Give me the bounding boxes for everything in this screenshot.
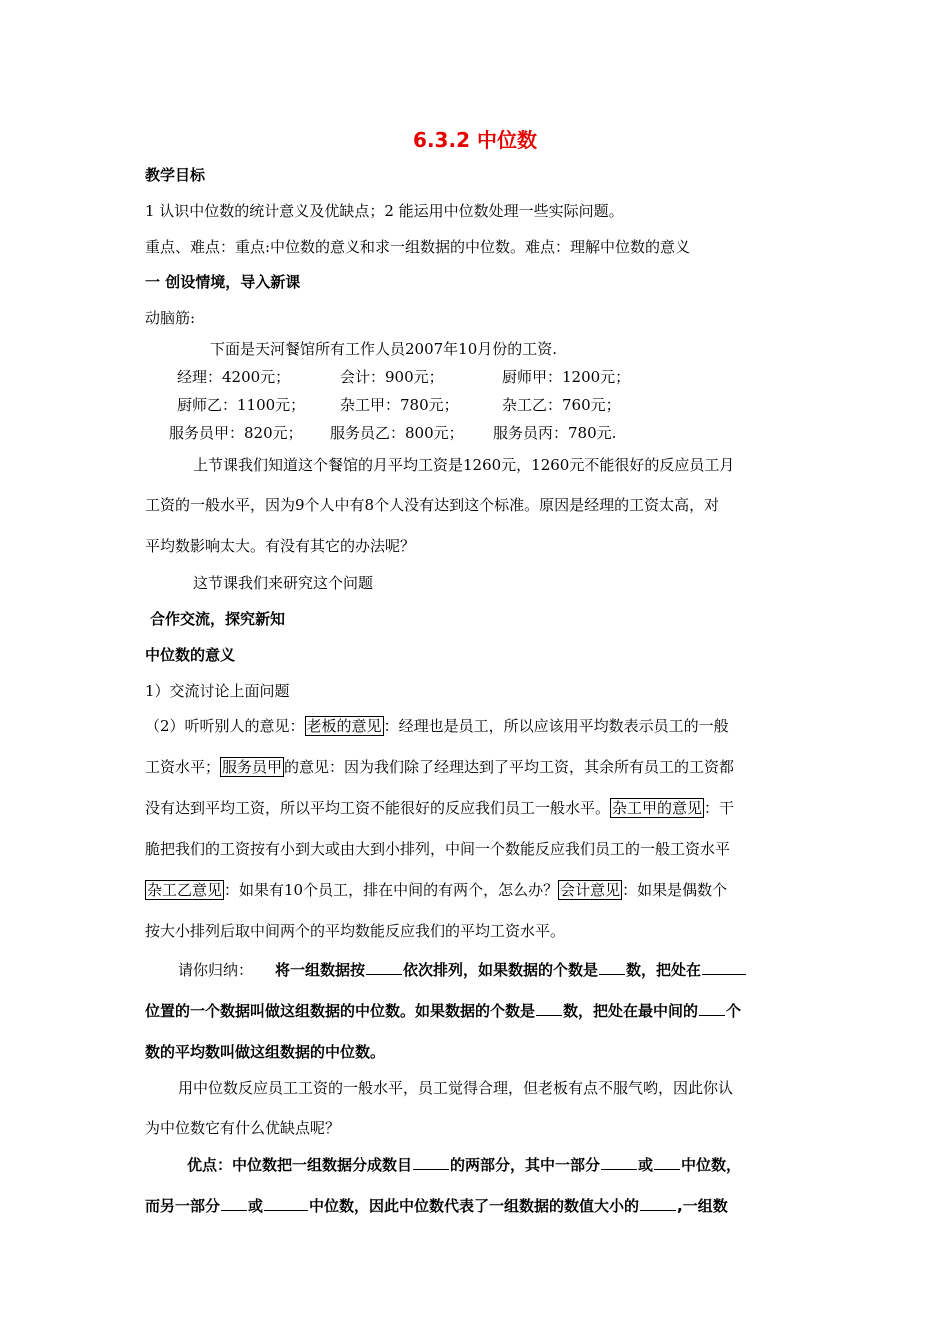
fill-blank bbox=[264, 1196, 308, 1211]
opinion-text: 工资水平； bbox=[145, 758, 221, 776]
advantages-line bbox=[145, 1196, 810, 1216]
paragraph-line: 这节课我们来研究这个问题 bbox=[193, 574, 374, 592]
section2-heading: 合作交流，探究新知 bbox=[150, 610, 286, 628]
page-title: 6.3.2 中位数 bbox=[413, 128, 537, 152]
fill-blank bbox=[699, 1001, 725, 1016]
goals-heading: 教学目标 bbox=[145, 166, 206, 184]
discuss-line: 1）交流讨论上面问题 bbox=[145, 682, 290, 700]
boss-opinion-box: 老板的意见 bbox=[306, 717, 382, 735]
salary-cell: 会计：900元； bbox=[340, 368, 444, 386]
paragraph-line: 上节课我们知道这个餐馆的月平均工资是1260元，1260元不能很好的反应员工月 bbox=[193, 456, 735, 474]
summary-text: 数，把处在 bbox=[626, 961, 702, 979]
advantages-line bbox=[187, 1155, 817, 1175]
salary-cell: 厨师乙：1100元； bbox=[177, 396, 306, 414]
salary-cell: 厨师甲：1200元； bbox=[502, 368, 631, 386]
advantages-text: 或 bbox=[638, 1156, 654, 1174]
advantages-text: ,一组数 bbox=[677, 1197, 728, 1215]
opinion-line: 脆把我们的工资按有小到大或由大到小排列，中间一个数能反应我们员工的一般工资水平 bbox=[145, 840, 731, 858]
advantages-text: 中位数，因此中位数代表了一组数据的数值大小的 bbox=[309, 1197, 640, 1215]
opinion-line bbox=[145, 716, 810, 736]
fill-blank bbox=[221, 1196, 247, 1211]
opinion-text: ：如果有10个员工，排在中间的有两个，怎么办？ bbox=[224, 881, 559, 899]
salary-cell: 杂工甲：780元； bbox=[340, 396, 459, 414]
opinion-text: ：如果是偶数个 bbox=[622, 881, 728, 899]
fill-blank bbox=[702, 960, 746, 975]
worker-b-opinion-box: 杂工乙意见 bbox=[147, 881, 223, 899]
opinion-line bbox=[145, 757, 810, 777]
paragraph-line: 为中位数它有什么优缺点呢？ bbox=[145, 1119, 341, 1137]
summary-text: 位置的一个数据叫做这组数据的中位数。如果数据的个数是 bbox=[145, 1002, 536, 1020]
brainstorm-label: 动脑筋: bbox=[145, 309, 196, 327]
salary-intro: 下面是天河餐馆所有工作人员2007年10月份的工资. bbox=[210, 340, 558, 358]
worker-a-opinion-box: 杂工甲的意见 bbox=[612, 799, 703, 817]
salary-cell: 服务员丙：780元. bbox=[493, 424, 617, 442]
advantages-text: 中位数， bbox=[681, 1156, 742, 1174]
fill-blank bbox=[601, 1155, 637, 1170]
fill-blank bbox=[413, 1155, 449, 1170]
fill-blank bbox=[599, 960, 625, 975]
opinion-text: ：干 bbox=[704, 799, 735, 817]
opinion-line bbox=[145, 798, 810, 818]
salary-cell: 杂工乙：760元； bbox=[502, 396, 621, 414]
summary-text: 数，把处在最中间的 bbox=[563, 1002, 699, 1020]
fill-blank bbox=[536, 1001, 562, 1016]
salary-cell: 服务员乙：800元； bbox=[330, 424, 464, 442]
fill-blank bbox=[654, 1155, 680, 1170]
goals-text: 1 认识中位数的统计意义及优缺点；2 能运用中位数处理一些实际问题。 bbox=[145, 202, 624, 220]
advantages-text: 优点：中位数把一组数据分成数目 bbox=[187, 1156, 413, 1174]
opinion-text: ：经理也是员工，所以应该用平均数表示员工的一般 bbox=[383, 717, 729, 735]
section1-heading: 一 创设情境，导入新课 bbox=[145, 273, 301, 291]
summary-line bbox=[145, 1001, 810, 1021]
summary-line bbox=[178, 960, 818, 980]
summary-text: 个 bbox=[726, 1002, 742, 1020]
fill-blank bbox=[366, 960, 402, 975]
opinion-line bbox=[145, 880, 810, 900]
paragraph-line: 平均数影响太大。有没有其它的办法呢？ bbox=[145, 537, 416, 555]
fill-blank bbox=[640, 1196, 676, 1211]
key-points: 重点、难点：重点:中位数的意义和求一组数据的中位数。难点：理解中位数的意义 bbox=[145, 238, 691, 256]
summary-text: 将一组数据按 bbox=[275, 961, 366, 979]
meaning-heading: 中位数的意义 bbox=[145, 646, 236, 664]
summary-prefix: 请你归纳： bbox=[178, 961, 254, 979]
advantages-text: 或 bbox=[248, 1197, 264, 1215]
summary-text: 依次排列，如果数据的个数是 bbox=[403, 961, 599, 979]
opinion-text: 没有达到平均工资，所以平均工资不能很好的反应我们员工一般水平。 bbox=[145, 799, 611, 817]
opinion-text: 的意见：因为我们除了经理达到了平均工资，其余所有员工的工资都 bbox=[284, 758, 735, 776]
paragraph-line: 用中位数反应员工工资的一般水平，员工觉得合理，但老板有点不服气哟，因此你认 bbox=[178, 1079, 734, 1097]
opinion-text: （2）听听别人的意见： bbox=[145, 717, 305, 735]
advantages-text: 的两部分，其中一部分 bbox=[450, 1156, 601, 1174]
accountant-opinion-box: 会计意见 bbox=[560, 881, 621, 899]
salary-cell: 服务员甲：820元； bbox=[169, 424, 303, 442]
summary-line: 数的平均数叫做这组数据的中位数。 bbox=[145, 1043, 386, 1061]
paragraph-line: 工资的一般水平，因为9个人中有8个人没有达到这个标准。原因是经理的工资太高，对 bbox=[145, 496, 720, 514]
opinion-line: 按大小排列后取中间两个的平均数能反应我们的平均工资水平。 bbox=[145, 922, 566, 940]
waiter-opinion-box: 服务员甲 bbox=[222, 758, 283, 776]
advantages-text: 而另一部分 bbox=[145, 1197, 221, 1215]
salary-cell: 经理：4200元； bbox=[177, 368, 291, 386]
